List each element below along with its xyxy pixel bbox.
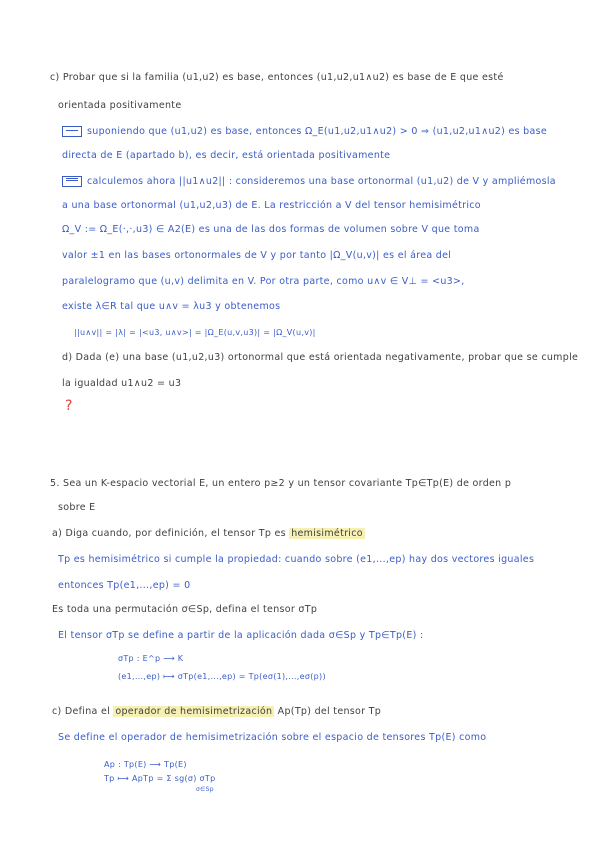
part-d-line-1: d) Dada (e) una base (u1,u2,u3) ortonormal que está orientada negativamente, probar que se cumple [62,352,579,363]
highlight-operador: operador de hemisimetrización [115,706,273,717]
part-c-line-5: calculemos ahora ||u1∧u2|| : consideremos una base ortonormal (u1,u2) de V y ampliémosla [62,176,556,187]
ex5-question-a: a) Diga cuando, por definición, el tensor Tp es hemisimétrico [52,528,363,539]
part-c-line-6: a una base ortonormal (u1,u2,u3) de E. La restricción a V del tensor hemisimétrico [62,200,481,211]
ex5-question-b: Es toda una permutación σ∈Sp, defina el tensor σTp [52,604,318,615]
implies-box-icon [62,126,82,137]
part-c-line-2: orientada positivamente [58,100,182,111]
part-d-line-2: la igualdad u1∧u2 = u3 [62,378,182,389]
ex5-map-def: σTp : E^p ⟶ K [118,654,184,663]
ex5-map-rule: (e1,...,ep) ⟼ σTp(e1,...,ep) = Tp(eσ(1),...,eσ(p)) [118,672,326,681]
ex5-line-2: sobre E [58,502,96,513]
ex5-answer-b-1: El tensor σTp se define a partir de la aplicación dada σ∈Sp y Tp∈Tp(E) : [58,630,424,641]
ex5-operator-def: Ap : Tp(E) ⟶ Tp(E) [104,760,187,769]
part-c-line-8: valor ±1 en las bases ortonormales de V y por tanto |Ω_V(u,v)| es el área del [62,250,452,261]
highlight-hemisimetrico: hemisimétrico [291,528,363,539]
part-c-line-4: directa de E (apartado b), es decir, está orientada positivamente [62,150,391,161]
part-c-line-7: Ω_V := Ω_E(·,·,u3) ∈ A2(E) es una de las dos formas de volumen sobre V que toma [62,224,480,235]
part-c-line-1: c) Probar que si la familia (u1,u2) es base, entonces (u1,u2,u1∧u2) es base de E que esté [50,72,504,83]
ex5-question-c: c) Defina el operador de hemisimetrización Ap(Tp) del tensor Tp [52,706,382,717]
part-c-line-10: existe λ∈R tal que u∧v = λu3 y obtenemos [62,301,281,312]
ex5-operator-rule: Tp ⟼ ApTp = Σ sg(σ) σTp [104,774,216,783]
ex5-line-1: 5. Sea un K-espacio vectorial E, un entero p≥2 y un tensor covariante Tp∈Tp(E) de orden p [50,478,512,489]
part-c-line-9: paralelogramo que (u,v) delimita en V. Por otra parte, como u∧v ∈ V⊥ = <u3>, [62,276,465,287]
ex5-answer-a-2: entonces Tp(e1,...,ep) = 0 [58,580,191,591]
equivalent-box-icon [62,176,82,187]
question-mark: ? [65,398,73,414]
ex5-sum-index: σ∈Sp [196,786,214,793]
part-c-line-3: suponiendo que (u1,u2) es base, entonces Ω_E(u1,u2,u1∧u2) > 0 ⇒ (u1,u2,u1∧u2) es base [62,126,547,137]
ex5-answer-a-1: Tp es hemisimétrico si cumple la propiedad: cuando sobre (e1,...,ep) hay dos vectores iguales [58,554,535,565]
part-c-equation: ||u∧v|| = |λ| = |<u3, u∧v>| = |Ω_E(u,v,u3)| = |Ω_V(u,v)| [74,328,316,337]
ex5-answer-c-1: Se define el operador de hemisimetrización sobre el espacio de tensores Tp(E) como [58,732,487,743]
